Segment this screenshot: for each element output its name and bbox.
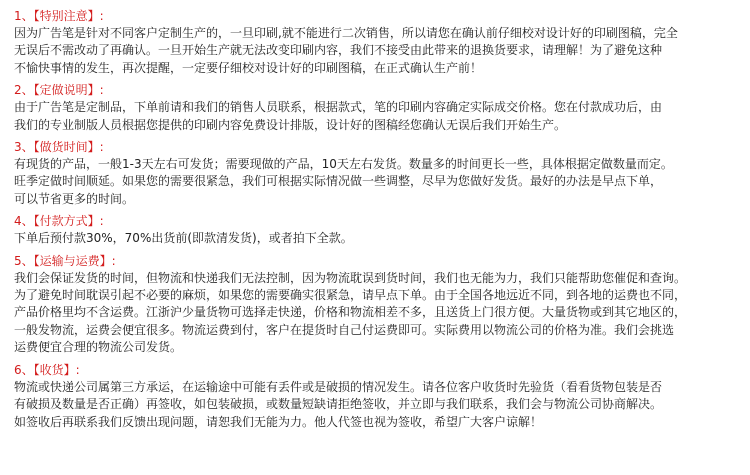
section-6-body [14,379,736,431]
section-1-line: 因为广告笔是针对不同客户定制生产的，一旦印刷,就不能进行二次销售，所以请您在确认前仔细校对设计好的印刷图稿，完全 [14,26,678,40]
section-2-line: 由于广告笔是定制品，下单前请和我们的销售人员联系，根据款式，笔的印刷内容确定实际成交价格。您在付款成功后，由 [14,100,663,115]
section-3-heading [14,139,736,156]
section-5-line: 运费便宜合理的物流公司发货。 [14,340,183,355]
section-2-number: 2、 [14,83,34,98]
section-3-line: 可以节省更多的时间。 [14,191,135,206]
section-3-body [14,156,736,208]
section-1-line: 不愉快事情的发生，再次提醒，一定要仔细校对设计好的印刷图稿，在正式确认生产前！ [14,60,483,75]
section-2-line: 我们的专业制版人员根据您提供的印刷内容免费设计排版，设计好的图稿经您确认无误后我们开始生产。 [14,117,567,132]
section-1-heading [14,8,736,25]
section-1-line: 无误后不需改动了再确认。一旦开始生产就无法改变印刷内容，我们不接受由此带来的退换货要求，请理解！为了避免这种 [14,43,663,58]
section-6-label: 【收货】: [33,362,80,377]
section-4-number: 4、 [14,214,34,229]
section-3-line: 有现货的产品，一般1-3天左右可发货；需要现做的产品，10天左右发货。数量多的时间更长一些，具体根据定做数量而定。 [14,157,673,172]
section-5-label: 【运输与运费】: [33,253,116,268]
section-5-line: 一般发物流，运费会便宜很多。物流运费到付，客户在提货时自己付运费即可。实际费用以物流公司的价格为准。我们会挑选 [14,322,675,337]
section-1-body [14,25,736,77]
section-4-line: 下单后预付款30%，70%出货前(即款清发货)，或者拍下全款。 [14,231,353,246]
section-4-heading [14,213,736,230]
section-6-number: 6、 [14,362,34,377]
section-5-line: 为了避免时间耽误引起不必要的麻烦，如果您的需要确实很紧急，请早点下单。由于全国各地远近不同，到各地的运费也不同， [14,288,687,303]
section-2-body [14,99,736,134]
section-1-label: 【特别注意】: [33,9,104,23]
section-3-label: 【做货时间】: [33,140,104,155]
section-5-number: 5、 [14,253,34,268]
section-1-number: 1、 [14,9,34,23]
section-6-line: 物流或快递公司属第三方承运，在运输途中可能有丢件或是破损的情况发生。请各位客户收货时先验货（看看货物包装是否 [14,379,663,394]
section-6-heading [14,362,736,379]
section-2-heading [14,82,736,99]
section-2-label: 【定做说明】: [33,83,104,98]
section-5-line: 我们会保证发货的时间，但物流和快递我们无法控制，因为物流耽误到货时间，我们也无能为力，我们只能帮助您催促和查询。 [14,270,687,285]
section-6-line: 如签收后再联系我们反馈出现问题，请恕我们无能为力。他人代签也视为签收，希望广大客户谅解！ [14,414,543,429]
section-3-number: 3、 [14,140,34,155]
section-5-line: 产品价格里均不含运费。江浙沪少量货物可选择走快递，价格和物流相差不多，且送货上门很方便。大量货物或到其它地区的， [14,305,687,320]
section-5-body [14,270,736,357]
section-4-label: 【付款方式】: [33,214,104,229]
section-5-heading [14,253,736,270]
section-3-line: 旺季定做时间顺延。如果您的需要很紧急，我们可根据实际情况做一些调整，尽早为您做好发货。最好的办法是早点下单， [14,174,663,189]
section-4-body [14,230,736,247]
section-6-line: 有破损及数量是否正确）再签收，如包装破损，或数量短缺请拒绝签收，并立即与我们联系，我们会与物流公司协商解决。 [14,397,663,412]
